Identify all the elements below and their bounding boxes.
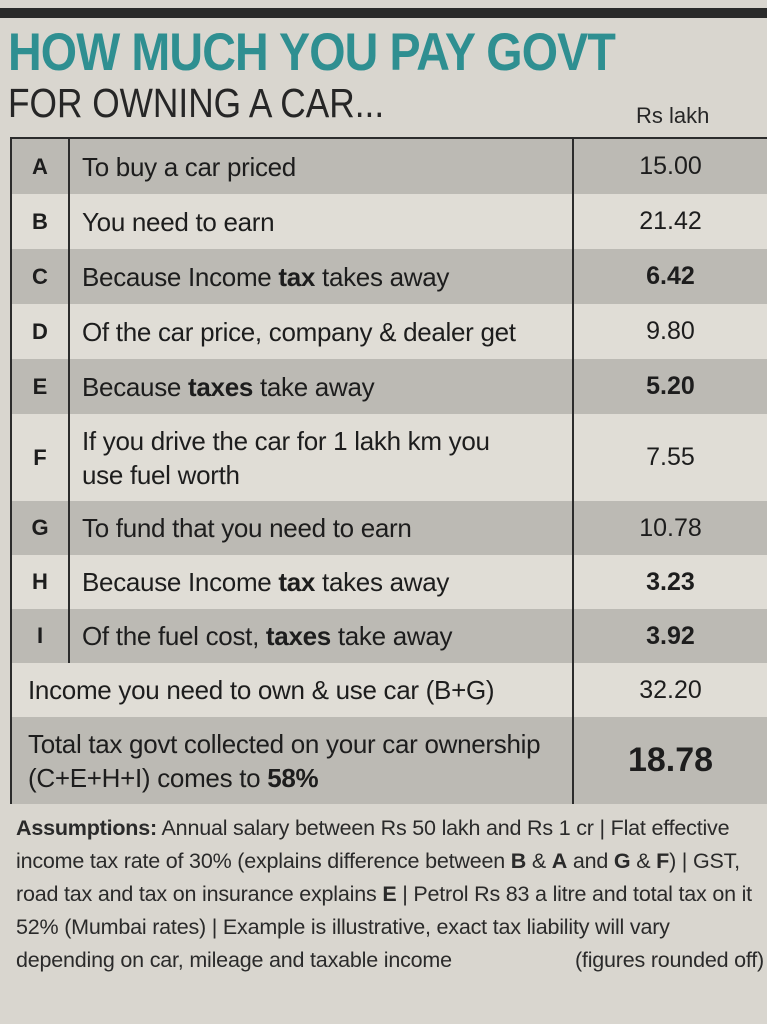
text: take away <box>253 371 375 402</box>
text-run-group <box>82 260 449 294</box>
row-value: 15.00 <box>572 139 767 194</box>
row-letter: F <box>12 414 70 501</box>
table-row <box>12 609 767 663</box>
text: ) | GST, road tax and tax on insurance explains <box>16 849 740 906</box>
table-row <box>12 139 767 194</box>
text: Of the car price, company & dealer get <box>82 316 516 347</box>
bold-text: 58% <box>267 762 319 793</box>
text: takes away <box>315 567 450 597</box>
text-run-group <box>28 673 494 707</box>
summary-description <box>28 663 573 717</box>
row-letter: I <box>12 609 70 663</box>
text: Of the fuel cost, <box>82 621 266 651</box>
text-run-group <box>82 315 516 349</box>
row-value: 3.23 <box>572 555 767 609</box>
row-letter: H <box>12 555 70 609</box>
bold-text: taxes <box>265 621 331 651</box>
row-description <box>82 304 572 359</box>
summary-value: 18.78 <box>572 717 767 804</box>
row-value: 21.42 <box>572 194 767 249</box>
text-run-group <box>82 150 296 184</box>
text: & <box>630 849 657 873</box>
row-letter: A <box>12 139 70 194</box>
subheadline: FOR OWNING A CAR... <box>8 80 385 126</box>
table-row <box>12 249 767 304</box>
bold-text: Assumptions: <box>16 816 157 840</box>
assumptions-note <box>16 812 764 977</box>
row-description <box>82 501 572 555</box>
row-value: 3.92 <box>572 609 767 663</box>
text: Total tax govt collected on your car ownership (C+E+H+I) comes to <box>28 728 541 793</box>
bold-text: taxes <box>188 371 254 402</box>
table-row <box>12 194 767 249</box>
text-run-group <box>82 370 374 404</box>
row-value: 5.20 <box>572 359 767 414</box>
rounded-note: (figures rounded off) <box>574 948 764 972</box>
bold-text: tax <box>278 261 316 292</box>
text: take away <box>330 621 453 651</box>
text: and <box>567 849 614 873</box>
summary-value: 32.20 <box>572 663 767 717</box>
row-letter: G <box>12 501 70 555</box>
bold-text: E <box>382 882 397 906</box>
text: Because <box>82 371 189 402</box>
row-value: 6.42 <box>572 249 767 304</box>
text: Income you need to own & use car (B+G) <box>28 675 495 705</box>
row-description <box>82 194 572 249</box>
text: | Petrol Rs 83 a litre and total tax on it 52% (Mumbai rates) | Example is illustrative, exact tax liability will vary depending on car, mileage and taxable income <box>16 882 752 972</box>
bold-text: F <box>656 849 670 873</box>
text: & <box>526 849 552 873</box>
row-description <box>82 414 522 501</box>
row-letter: E <box>12 359 70 414</box>
table-row <box>12 304 767 359</box>
row-description <box>82 609 572 663</box>
text: takes away <box>315 261 450 292</box>
unit-label: Rs lakh <box>636 103 710 128</box>
row-description <box>82 359 572 414</box>
bold-text: G <box>613 849 631 873</box>
text-run-group <box>82 424 522 492</box>
summary-row-total-tax <box>12 717 767 804</box>
row-letter: C <box>12 249 70 304</box>
tax-table <box>10 137 767 804</box>
text: To buy a car priced <box>82 151 296 182</box>
text-run-group <box>82 205 274 239</box>
text: Because Income <box>82 261 279 292</box>
row-description <box>82 555 572 609</box>
headline: HOW MUCH YOU PAY GOVT <box>8 23 615 82</box>
row-letter: D <box>12 304 70 359</box>
text-run-group <box>82 511 412 545</box>
top-rule <box>0 8 767 18</box>
row-letter: B <box>12 194 70 249</box>
text-run-group <box>82 619 452 653</box>
table-row <box>12 359 767 414</box>
table-row <box>12 555 767 609</box>
summary-row-income <box>12 663 767 717</box>
text: If you drive the car for 1 lakh km you use fuel worth <box>82 425 490 490</box>
row-value: 7.55 <box>572 414 767 501</box>
row-value: 10.78 <box>572 501 767 555</box>
text: To fund that you need to earn <box>82 513 412 543</box>
bold-text: tax <box>278 567 316 597</box>
table-row <box>12 501 767 555</box>
text: Annual salary between Rs 50 lakh and Rs 1 cr | Flat effective income tax rate of 30% (explains difference between <box>16 816 730 873</box>
bold-text: B <box>510 849 527 873</box>
row-description <box>82 139 572 194</box>
row-description <box>82 249 572 304</box>
text-run-group <box>82 565 449 599</box>
row-value: 9.80 <box>572 304 767 359</box>
table-row <box>12 414 767 501</box>
bold-text: A <box>551 849 568 873</box>
summary-description <box>28 717 548 804</box>
text: Because Income <box>82 567 279 597</box>
text: You need to earn <box>82 206 275 237</box>
text-run-group <box>28 727 548 795</box>
